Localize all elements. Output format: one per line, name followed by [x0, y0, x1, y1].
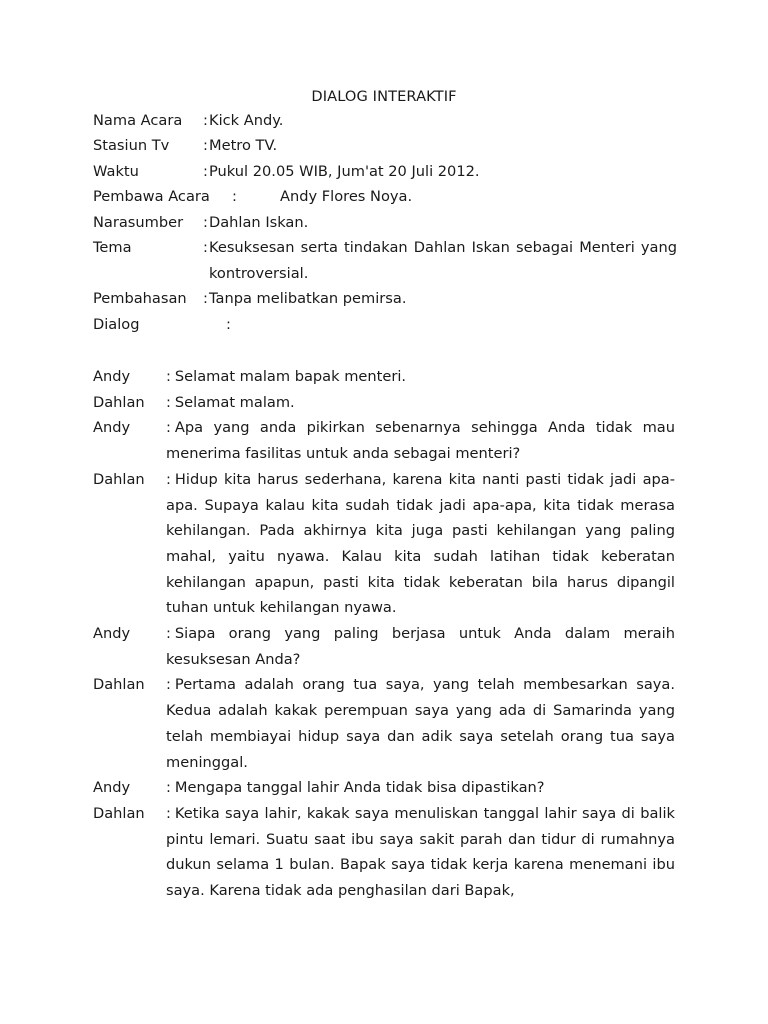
info-value: Kesuksesan serta tindakan Dahlan Iskan sebagai Menteri yang kontroversial.	[209, 239, 677, 282]
info-value: Metro TV.	[209, 137, 278, 154]
utterance-text: Siapa orang yang paling berjasa untuk Anda dalam meraih kesuksesan Anda?	[166, 625, 675, 668]
info-value: Tanpa melibatkan pemirsa.	[209, 290, 407, 307]
info-value: Kick Andy.	[209, 112, 284, 129]
utterance	[166, 672, 675, 775]
speaker-name: Andy	[93, 625, 131, 643]
utterance	[166, 621, 675, 672]
dialog-colon: :	[166, 779, 171, 797]
info-colon: :	[203, 214, 208, 231]
utterance-text: Hidup kita harus sederhana, karena kita nanti pasti tidak jadi apa-apa. Supaya kalau kita sudah tidak jadi apa-apa, kita tidak merasa kehilangan. Pada akhirnya kita juga pasti kehilangan yang paling mahal, yaitu nyawa. Kalau kita sudah latihan tidak keberatan kehilangan apapun, pasti kita tidak keberatan bila harus dipangil tuhan untuk kehilangan nyawa.	[166, 470, 675, 617]
info-label: Tema	[93, 239, 132, 256]
utterance-text: Apa yang anda pikirkan sebenarnya sehingga Anda tidak mau menerima fasilitas untuk anda sebagai menteri?	[166, 419, 675, 463]
utterance-text: Ketika saya lahir, kakak saya menuliskan tanggal lahir saya di balik pintu lemari. Suatu saat ibu saya sakit parah dan tidur di rumahnya dukun selama 1 bulan. Bapak saya tidak kerja karena menemani ibu saya. Karena tidak ada penghasilan dari Bapak,	[166, 804, 675, 900]
info-colon: :	[203, 137, 208, 154]
utterance	[166, 364, 675, 390]
utterance-text: Mengapa tanggal lahir Anda tidak bisa dipastikan?	[174, 779, 545, 797]
info-label: Nama Acara	[93, 112, 183, 129]
dialog-transcript	[93, 364, 675, 904]
utterance	[166, 415, 675, 466]
dialog-turn	[93, 415, 675, 466]
info-label: Pembawa Acara	[93, 188, 210, 205]
dialog-colon: :	[166, 419, 171, 437]
speaker-name: Andy	[93, 368, 131, 385]
utterance-text: Selamat malam bapak menteri.	[174, 368, 407, 385]
dialog-turn	[93, 672, 675, 775]
speaker-name: Dahlan	[93, 393, 145, 411]
info-value: Pukul 20.05 WIB, Jum'at 20 Juli 2012.	[209, 163, 480, 180]
dialog-colon: :	[166, 470, 171, 488]
dialog-turn	[93, 364, 675, 390]
speaker-name: Andy	[93, 779, 131, 797]
dialog-turn	[93, 467, 675, 621]
info-value: Andy Flores Noya.	[280, 188, 413, 205]
info-colon: :	[203, 163, 208, 180]
info-label: Stasiun Tv	[93, 137, 170, 154]
dialog-turn	[93, 801, 675, 904]
info-label: Dialog	[93, 316, 140, 333]
speaker-name: Dahlan	[93, 804, 145, 822]
dialog-colon: :	[166, 393, 171, 411]
info-colon: :	[203, 290, 208, 307]
speaker-name: Dahlan	[93, 676, 145, 694]
info-label: Pembahasan	[93, 290, 187, 307]
dialog-colon: :	[166, 625, 171, 643]
speaker-name: Andy	[93, 419, 131, 437]
utterance	[166, 390, 675, 416]
info-colon: :	[203, 112, 208, 129]
info-label: Waktu	[93, 163, 139, 180]
info-colon: :	[226, 316, 231, 333]
utterance-text: Selamat malam.	[174, 393, 295, 411]
info-colon: :	[203, 239, 208, 256]
info-value: Dahlan Iskan.	[209, 214, 309, 231]
info-label: Narasumber	[93, 214, 184, 231]
dialog-colon: :	[166, 804, 171, 822]
utterance	[166, 801, 675, 904]
dialog-turn	[93, 775, 675, 801]
dialog-turn	[93, 621, 675, 672]
dialog-colon: :	[166, 368, 171, 385]
speaker-name: Dahlan	[93, 470, 145, 488]
info-row-tema	[93, 235, 675, 287]
dialog-colon: :	[166, 676, 171, 694]
info-colon: :	[232, 188, 237, 205]
document-title: DIALOG INTERAKTIF	[311, 88, 457, 105]
dialog-turn	[93, 390, 675, 416]
utterance	[166, 775, 675, 801]
utterance-text: Pertama adalah orang tua saya, yang telah membesarkan saya. Kedua adalah kakak perempuan saya yang ada di Samarinda yang telah membiayai hidup saya dan adik saya setelah orang tua saya meninggal.	[166, 676, 675, 771]
utterance	[166, 467, 675, 621]
